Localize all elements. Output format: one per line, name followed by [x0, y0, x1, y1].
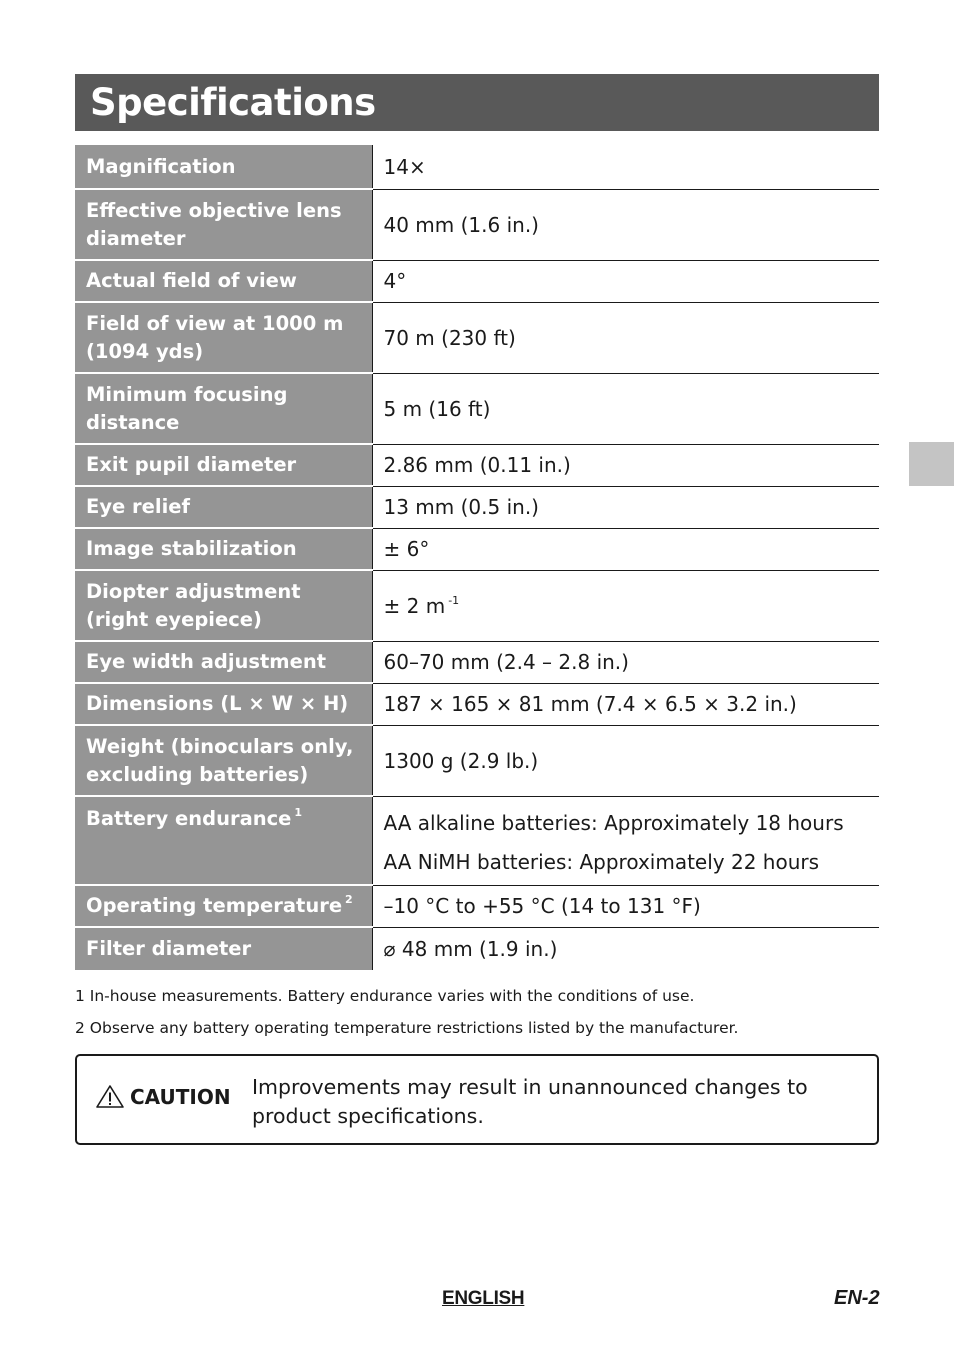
table-row [75, 260, 879, 302]
table-row [75, 302, 879, 373]
spec-label: Filter diameter [75, 927, 372, 970]
footnote: 2 Observe any battery operating temperature restrictions listed by the manufacturer. [75, 1019, 739, 1037]
table-row [75, 189, 879, 260]
spec-label-text: Battery endurance [86, 807, 292, 830]
table-row [75, 444, 879, 486]
spec-label: Magnification [75, 145, 372, 189]
spec-value: –10 °C to +55 °C (14 to 131 °F) [372, 885, 879, 927]
page-number: EN-2 [834, 1287, 880, 1309]
spec-value: 1300 g (2.9 lb.) [372, 725, 879, 796]
table-row [75, 683, 879, 725]
superscript: -1 [448, 593, 460, 607]
spec-value: 70 m (230 ft) [372, 302, 879, 373]
spec-table [75, 145, 879, 970]
spec-label: Weight (binoculars only, excluding batteries) [75, 725, 372, 796]
spec-label: Actual field of view [75, 260, 372, 302]
spec-value-line: AA alkaline batteries: Approximately 18 hours [383, 810, 844, 835]
table-row [75, 725, 879, 796]
spec-value: 5 m (16 ft) [372, 373, 879, 444]
spec-value-text: ± 2 m [383, 593, 446, 618]
spec-label: Eye relief [75, 486, 372, 528]
spec-value: 14× [372, 145, 879, 189]
spec-label [75, 885, 372, 927]
spec-value: 60–70 mm (2.4 – 2.8 in.) [372, 641, 879, 683]
spec-value: ⌀ 48 mm (1.9 in.) [372, 927, 879, 970]
spec-value-line: AA NiMH batteries: Approximately 22 hours [383, 849, 820, 874]
caution-heading [95, 1084, 231, 1109]
side-tab [909, 442, 954, 486]
spec-label: Diopter adjustment (right eyepiece) [75, 570, 372, 641]
table-row [75, 486, 879, 528]
spec-label: Image stabilization [75, 528, 372, 570]
spec-value: 40 mm (1.6 in.) [372, 189, 879, 260]
spec-label: Minimum focusing distance [75, 373, 372, 444]
spec-label [75, 796, 372, 885]
spec-label: Dimensions (L × W × H) [75, 683, 372, 725]
caution-label: CAUTION [130, 1084, 231, 1109]
spec-label-text: Operating temperature [86, 894, 343, 917]
footnote: 1 In-house measurements. Battery endurance varies with the conditions of use. [75, 987, 695, 1005]
table-row [75, 373, 879, 444]
table-row [75, 641, 879, 683]
table-row [75, 145, 879, 189]
spec-label: Exit pupil diameter [75, 444, 372, 486]
page-title: Specifications [90, 81, 376, 124]
caution-text: Improvements may result in unannounced changes to product specifications. [252, 1075, 808, 1128]
footnote-ref: 1 [294, 806, 303, 819]
spec-value: 187 × 165 × 81 mm (7.4 × 6.5 × 3.2 in.) [372, 683, 879, 725]
footer-language: ENGLISH [442, 1288, 525, 1309]
spec-label: Eye width adjustment [75, 641, 372, 683]
spec-label: Field of view at 1000 m (1094 yds) [75, 302, 372, 373]
spec-value: 4° [372, 260, 879, 302]
table-row [75, 927, 879, 970]
table-row [75, 528, 879, 570]
warning-icon [95, 1084, 125, 1109]
footnote-ref: 2 [345, 893, 353, 906]
spec-value: ± 6° [372, 528, 879, 570]
spec-value: 13 mm (0.5 in.) [372, 486, 879, 528]
spec-value: 2.86 mm (0.11 in.) [372, 444, 879, 486]
spec-value [372, 796, 879, 885]
title-bar [75, 74, 879, 131]
caution-box [75, 1054, 879, 1145]
spec-value [372, 570, 879, 641]
table-row [75, 885, 879, 927]
table-row [75, 796, 879, 885]
table-row [75, 570, 879, 641]
footnotes [75, 985, 895, 1049]
spec-label: Effective objective lens diameter [75, 189, 372, 260]
